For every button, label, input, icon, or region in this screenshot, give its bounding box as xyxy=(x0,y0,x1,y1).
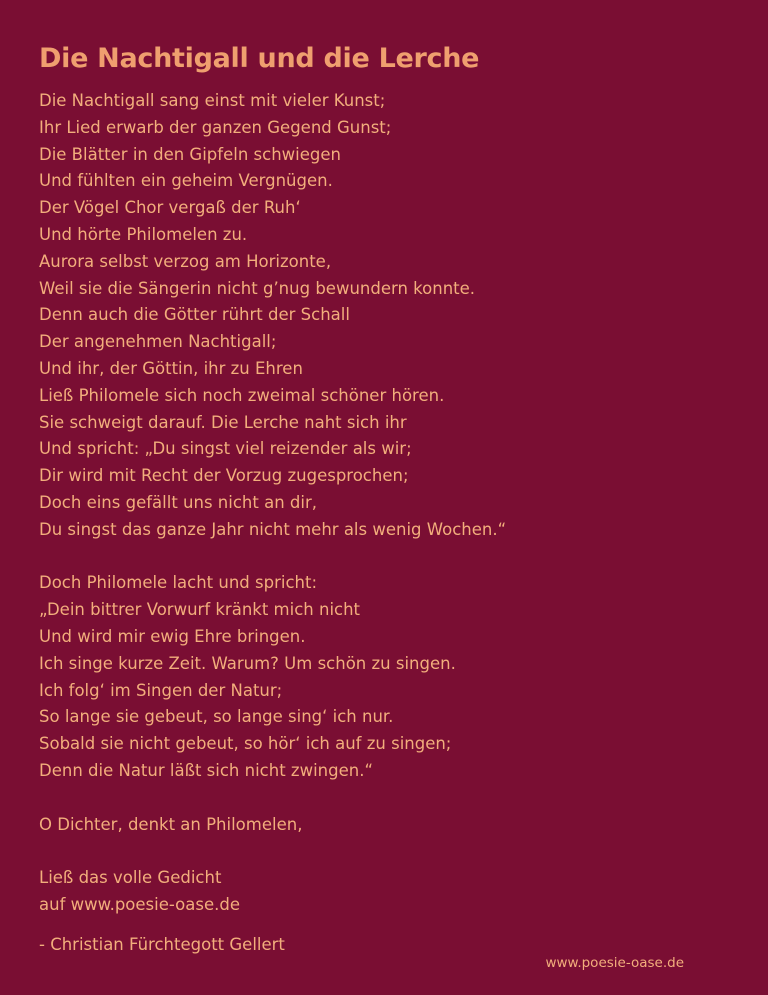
poem-line: Der angenehmen Nachtigall; xyxy=(39,332,277,352)
author-signature: - Christian Fürchtegott Gellert xyxy=(39,935,285,954)
poem-line: Und ihr, der Göttin, ihr zu Ehren xyxy=(39,358,303,378)
poem-line: Sobald sie nicht gebeut, so hör‘ ich auf zu singen; xyxy=(39,734,452,754)
poem-line: „Dein bittrer Vorwurf kränkt mich nicht xyxy=(39,600,361,620)
poem-line: Und spricht: „Du singst viel reizender als wir; xyxy=(39,439,412,459)
poem-line: Doch eins gefällt uns nicht an dir, xyxy=(39,492,317,512)
poem-line: Sie schweigt darauf. Die Lerche naht sich ihr xyxy=(39,412,407,432)
read-more-link[interactable]: auf www.poesie-oase.de xyxy=(39,894,240,914)
poem-line: Ich singe kurze Zeit. Warum? Um schön zu singen. xyxy=(39,653,456,673)
poem-line: Ihr Lied erwarb der ganzen Gegend Gunst; xyxy=(39,117,392,137)
site-watermark: www.poesie-oase.de xyxy=(545,955,684,971)
poem-line: Dir wird mit Recht der Vorzug zugesprochen; xyxy=(39,466,409,486)
stanza-break xyxy=(39,785,739,812)
poem-line: Die Blätter in den Gipfeln schwiegen xyxy=(39,144,341,164)
poem-container xyxy=(39,40,739,919)
poem-line: Denn die Natur läßt sich nicht zwingen.“ xyxy=(39,760,373,780)
poem-line: Du singst das ganze Jahr nicht mehr als wenig Wochen.“ xyxy=(39,519,507,539)
poem-line: O Dichter, denkt an Philomelen, xyxy=(39,814,303,834)
poem-line: Weil sie die Sängerin nicht g’nug bewundern konnte. xyxy=(39,278,476,298)
poem-line: Ließ Philomele sich noch zweimal schöner hören. xyxy=(39,385,445,405)
stanza-2 xyxy=(39,570,739,784)
read-more-line: Ließ das volle Gedicht xyxy=(39,868,222,888)
stanza-break xyxy=(39,544,739,571)
poem-title: Die Nachtigall und die Lerche xyxy=(39,43,480,74)
stanza-break xyxy=(39,838,739,865)
poem-line: Denn auch die Götter rührt der Schall xyxy=(39,305,350,325)
read-more-note xyxy=(39,865,739,919)
poem-line: So lange sie gebeut, so lange sing‘ ich nur. xyxy=(39,707,394,727)
stanza-1 xyxy=(39,88,739,544)
poem-line: Die Nachtigall sang einst mit vieler Kunst; xyxy=(39,91,386,110)
poem-line: Ich folg‘ im Singen der Natur; xyxy=(39,680,283,700)
poem-line: Doch Philomele lacht und spricht: xyxy=(39,573,318,593)
stanza-3 xyxy=(39,812,739,839)
poem-line: Aurora selbst verzog am Horizonte, xyxy=(39,251,332,271)
poem-line: Und fühlten ein geheim Vergnügen. xyxy=(39,171,333,191)
poem-line: Der Vögel Chor vergaß der Ruh‘ xyxy=(39,198,301,218)
poem-line: Und wird mir ewig Ehre bringen. xyxy=(39,626,306,646)
poem-line: Und hörte Philomelen zu. xyxy=(39,224,248,244)
